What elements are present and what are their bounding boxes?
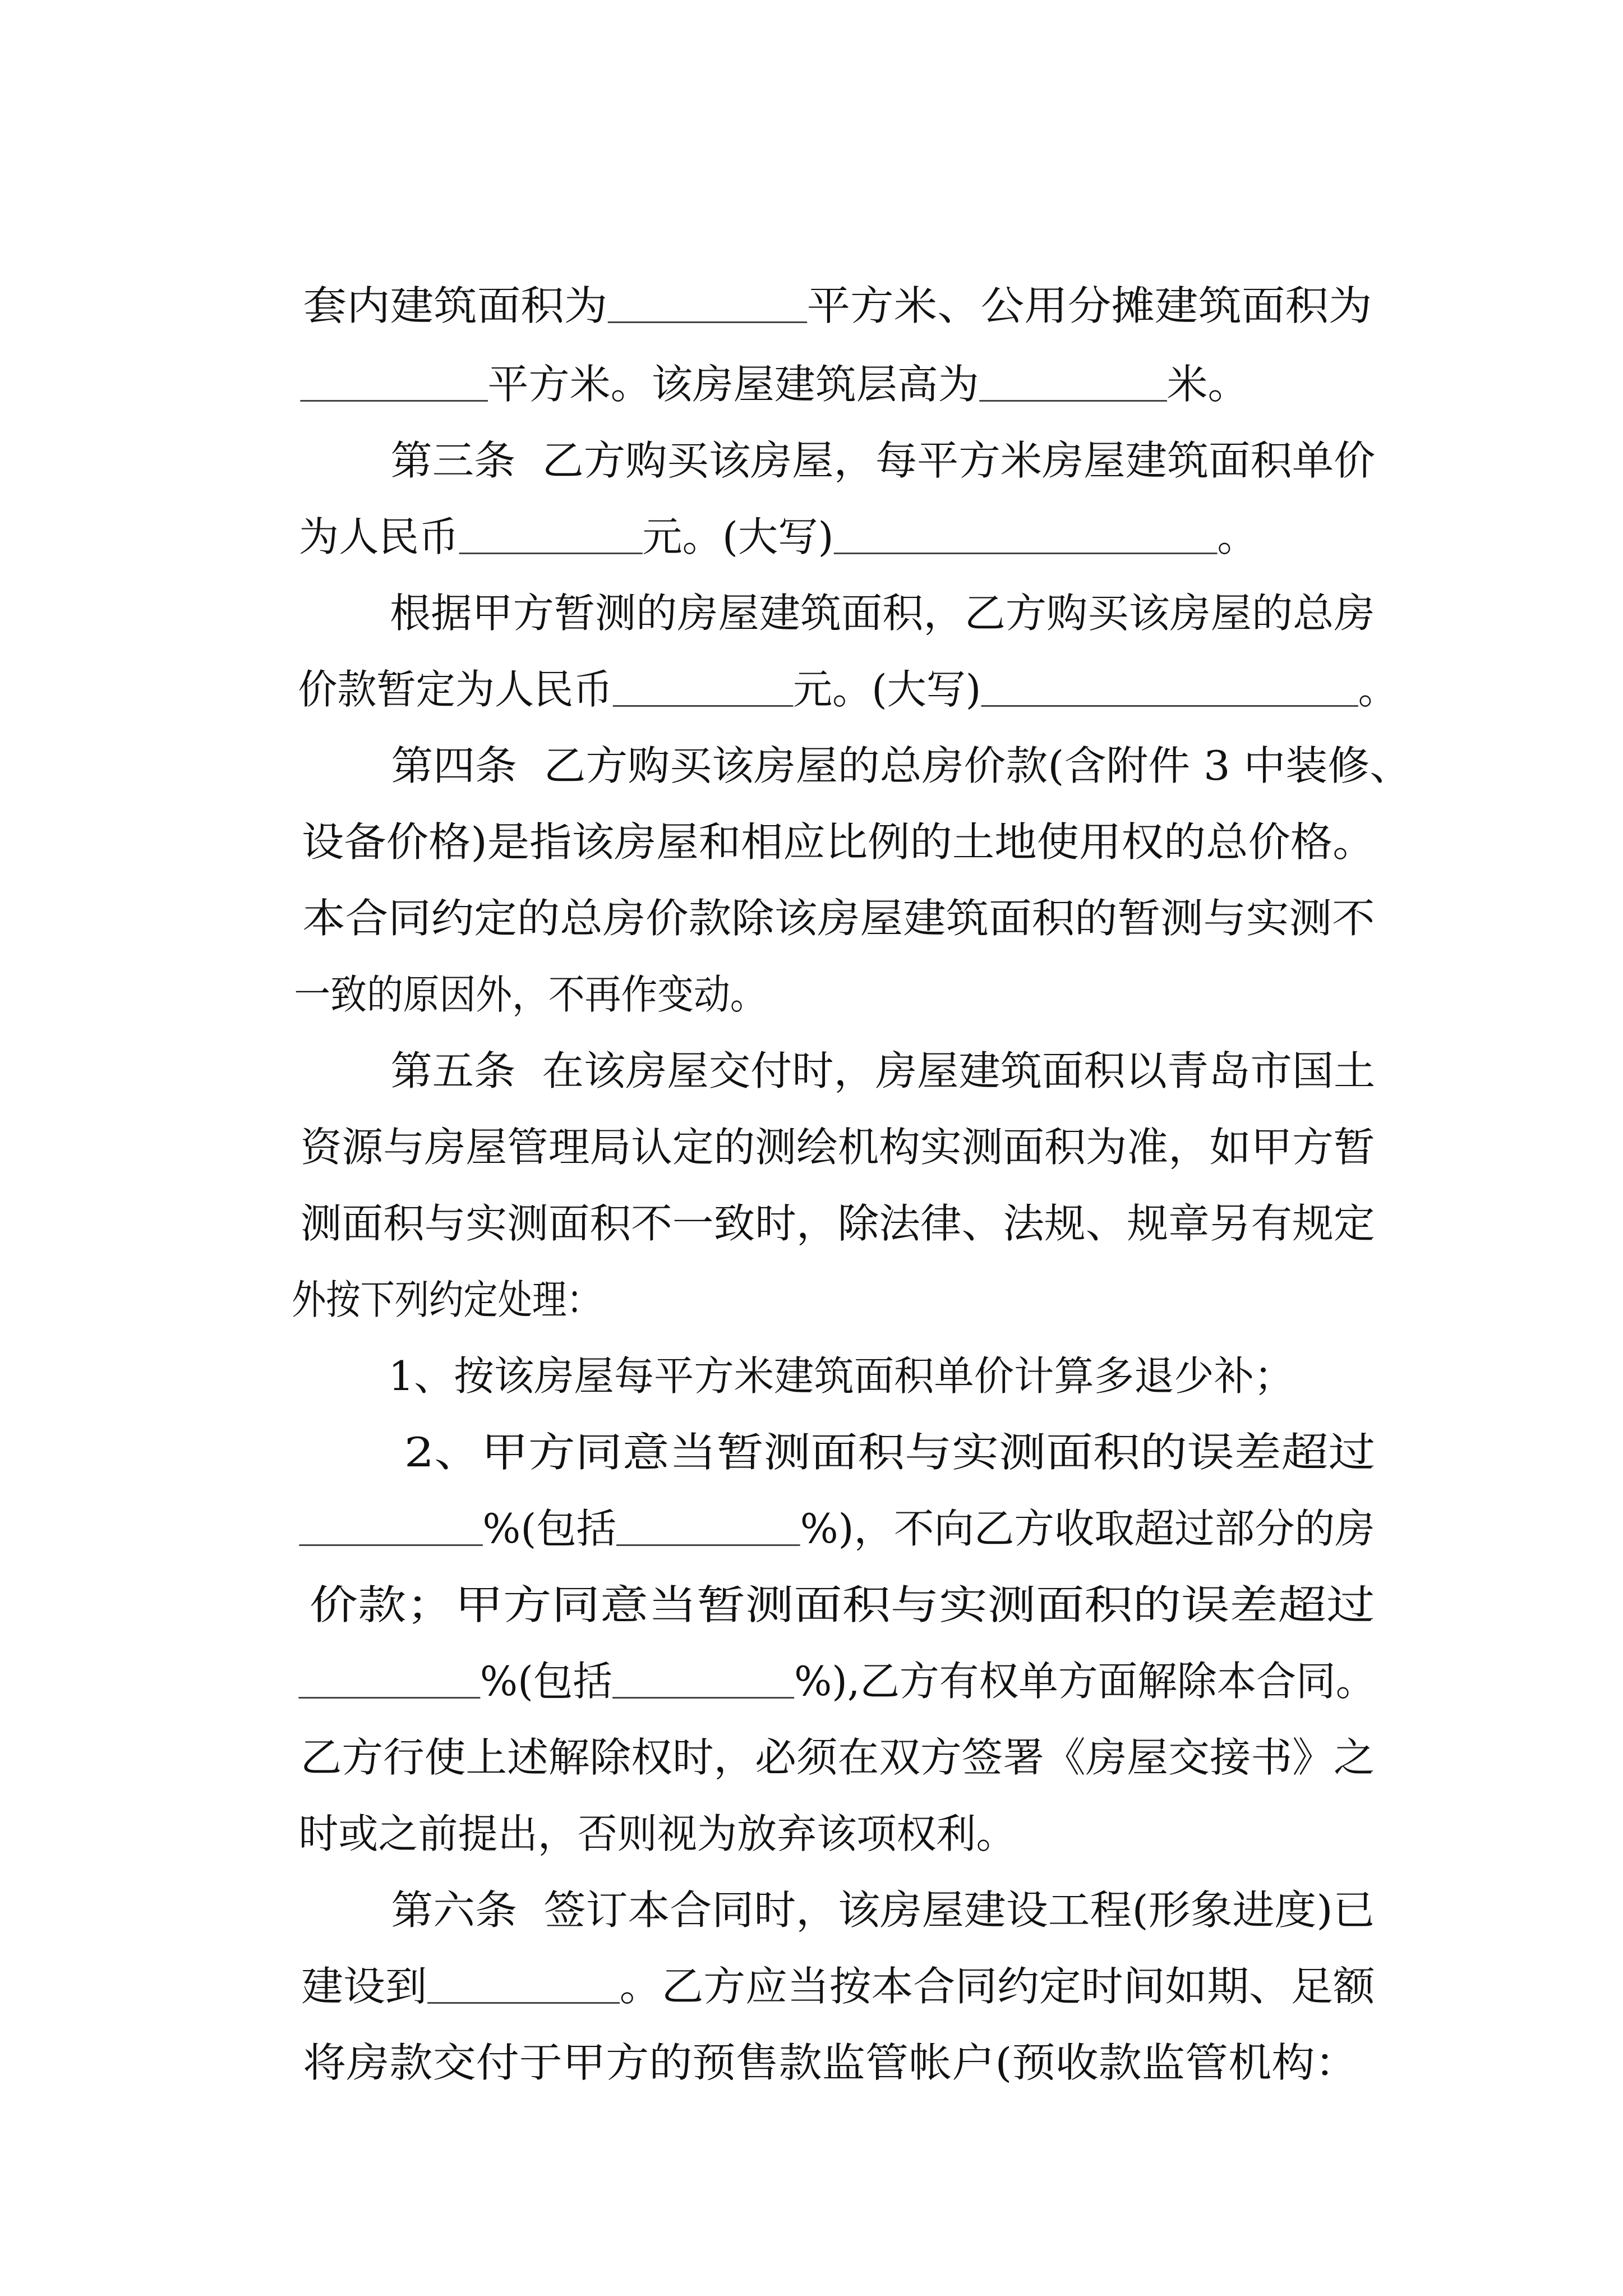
line-text: 。 <box>1217 513 1257 560</box>
text-line <box>338 521 1375 637</box>
line-text: 第三条 乙方购买该房屋，每平方米房屋建筑面积单价 <box>390 437 1376 484</box>
line-text: 第六条 签订本合同时，该房屋建设工程(形象进度)已 <box>391 1887 1375 1934</box>
line-text: 平方米。该房屋建筑层高为 <box>487 361 979 408</box>
text-line <box>248 1131 1375 1247</box>
text-line <box>248 1741 1016 1857</box>
line-text: 资源与房屋管理局认定的测绘机构实测面积为准，如甲方暂 <box>300 1124 1375 1171</box>
line-text: 第四条 乙方购买该房屋的总房价款(含附件 3 中装修、 <box>391 742 1412 789</box>
line-text: 本合同约定的总房价款除该房屋建筑面积的暂测与实测不 <box>302 895 1375 942</box>
text-line <box>248 826 1375 942</box>
text-line <box>248 1055 1375 1171</box>
line-text: 。乙方应当按本合同约定时间如期、足额 <box>619 1963 1375 2010</box>
line-text: 建设到 <box>301 1963 427 2010</box>
text-line <box>248 444 1257 560</box>
text-line <box>338 368 1376 484</box>
line-text: 平方米、公用分摊建筑面积为 <box>806 282 1372 329</box>
text-line <box>248 902 767 1018</box>
text-line <box>248 1207 601 1323</box>
text-line <box>248 749 1375 866</box>
line-text: 米。 <box>1166 361 1249 408</box>
text-line <box>344 1360 1376 1476</box>
line-text: 价款暂定为人民币 <box>298 666 613 713</box>
text-line <box>248 1436 1375 1552</box>
text-line <box>248 1665 1375 1781</box>
line-text: 根据甲方暂测的房屋建筑面积，乙方购买该房屋的总房 <box>390 590 1375 637</box>
line-text: %(包括 <box>479 1658 613 1705</box>
line-text: 测面积与实测面积不一致时，除法律、法规、规章另有规定 <box>300 1200 1375 1247</box>
line-text: 元。(大写) <box>642 513 834 560</box>
line-text: %),乙方有权单方面解除本合同。 <box>794 1658 1376 1705</box>
line-text: 价款；甲方同意当暂测面积与实测面积的误差超过 <box>309 1581 1375 1628</box>
line-text: 时或之前提出，否则视为放弃该项权利。 <box>298 1810 1016 1857</box>
text-line <box>248 1970 1358 2086</box>
line-text: 。 <box>1358 666 1398 713</box>
text-line <box>338 673 1412 789</box>
line-text: 一致的原因外，不再作变动。 <box>294 971 767 1018</box>
line-text: 外按下列约定处理： <box>291 1276 601 1323</box>
text-line <box>248 1894 1375 2010</box>
text-line <box>338 978 1376 1094</box>
text-line <box>248 292 1249 408</box>
line-text: 乙方行使上述解除权时，必须在双方签署《房屋交接书》之 <box>300 1734 1375 1781</box>
line-text: 元。(大写) <box>792 666 981 713</box>
text-line <box>248 1512 1375 1628</box>
line-text: 2、甲方同意当暂测面积与实测面积的误差超过 <box>404 1429 1376 1476</box>
line-text: 套内建筑面积为 <box>303 282 608 329</box>
line-text: 设备价格)是指该房屋和相应比例的土地使用权的总价格。 <box>301 818 1375 866</box>
line-text: %(包括 <box>482 1505 617 1552</box>
text-line <box>338 1818 1375 1934</box>
line-text: 1、按该房屋每平方米建筑面积单价计算多退少补； <box>388 1352 1294 1400</box>
line-text: 第五条 在该房屋交付时，房屋建筑面积以青岛市国土 <box>390 1047 1376 1094</box>
text-line <box>248 597 1398 713</box>
text-line <box>338 1283 1294 1400</box>
line-text: 将房款交付于甲方的预售款监管帐户(预收款监管机构： <box>303 2039 1358 2086</box>
text-line <box>248 213 1372 329</box>
line-text: %)，不向乙方收取超过部分的房 <box>800 1505 1375 1552</box>
text-line <box>248 1589 1376 1705</box>
line-text: 为人民币 <box>298 513 459 560</box>
